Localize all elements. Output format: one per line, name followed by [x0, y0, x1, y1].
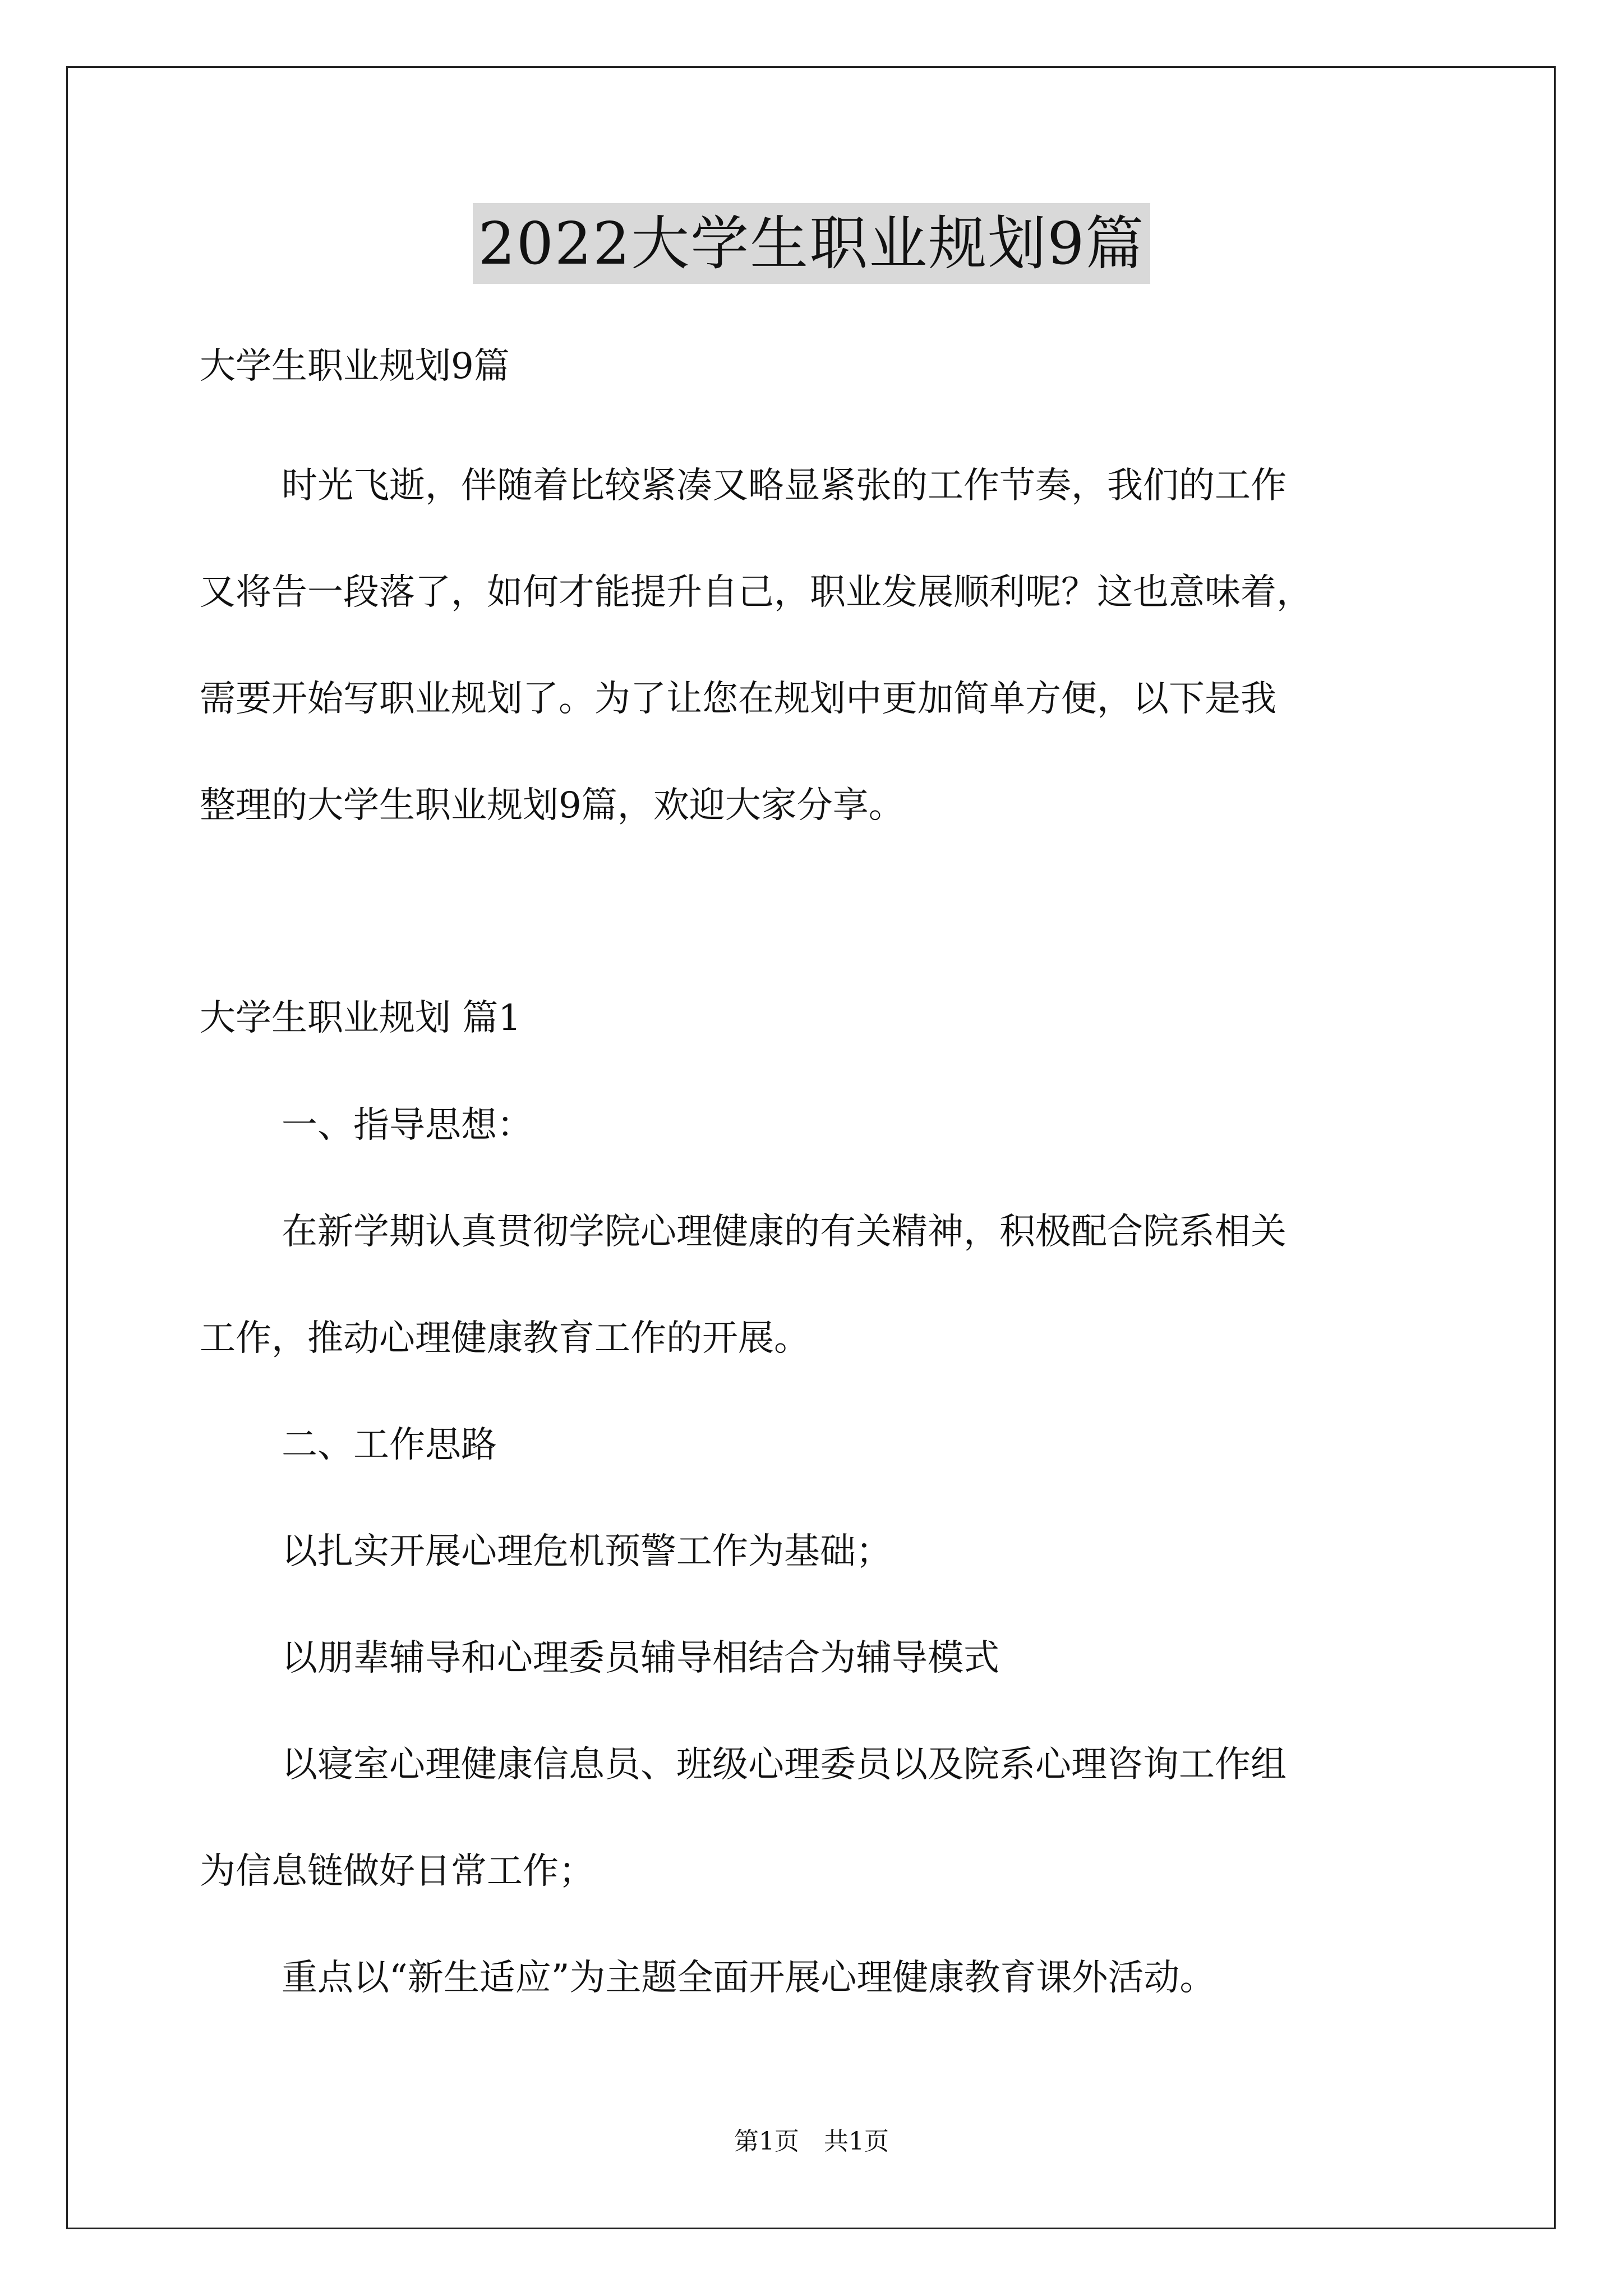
body-line-2: 工作，推动心理健康教育工作的开展。 [200, 1318, 810, 1359]
document-title: 2022大学生职业规划9篇 [473, 203, 1151, 284]
intro-line-1: 时光飞逝，伴随着比较紧凑又略显紧张的工作节奏，我们的工作 [282, 465, 1287, 507]
body-line-6: 为信息链做好日常工作； [200, 1851, 594, 1892]
body-line-5: 以寝室心理健康信息员、班级心理委员以及院系心理咨询工作组 [282, 1744, 1287, 1786]
page-footer: 第1页 共1页 [734, 2127, 889, 2156]
title-container [0, 203, 1623, 284]
subtitle: 大学生职业规划9篇 [200, 346, 510, 387]
intro-line-4: 整理的大学生职业规划9篇，欢迎大家分享。 [200, 785, 905, 826]
section-heading: 大学生职业规划 篇1 [200, 997, 522, 1039]
intro-line-2: 又将告一段落了，如何才能提升自己，职业发展顺利呢？这也意味着， [200, 572, 1312, 613]
body-line-3: 以扎实开展心理危机预警工作为基础； [282, 1531, 892, 1572]
intro-line-3: 需要开始写职业规划了。为了让您在规划中更加简单方便，以下是我 [200, 678, 1276, 720]
body-line-1: 在新学期认真贯彻学院心理健康的有关精神，积极配合院系相关 [282, 1211, 1287, 1253]
body-line-4: 以朋辈辅导和心理委员辅导相结合为辅导模式 [282, 1637, 999, 1679]
heading-work-approach: 二、工作思路 [282, 1424, 497, 1466]
page-border [66, 66, 1556, 2229]
heading-guiding-thought: 一、指导思想： [282, 1105, 533, 1146]
body-line-7: 重点以“新生适应”为主题全面开展心理健康教育课外活动。 [282, 1957, 1216, 1999]
